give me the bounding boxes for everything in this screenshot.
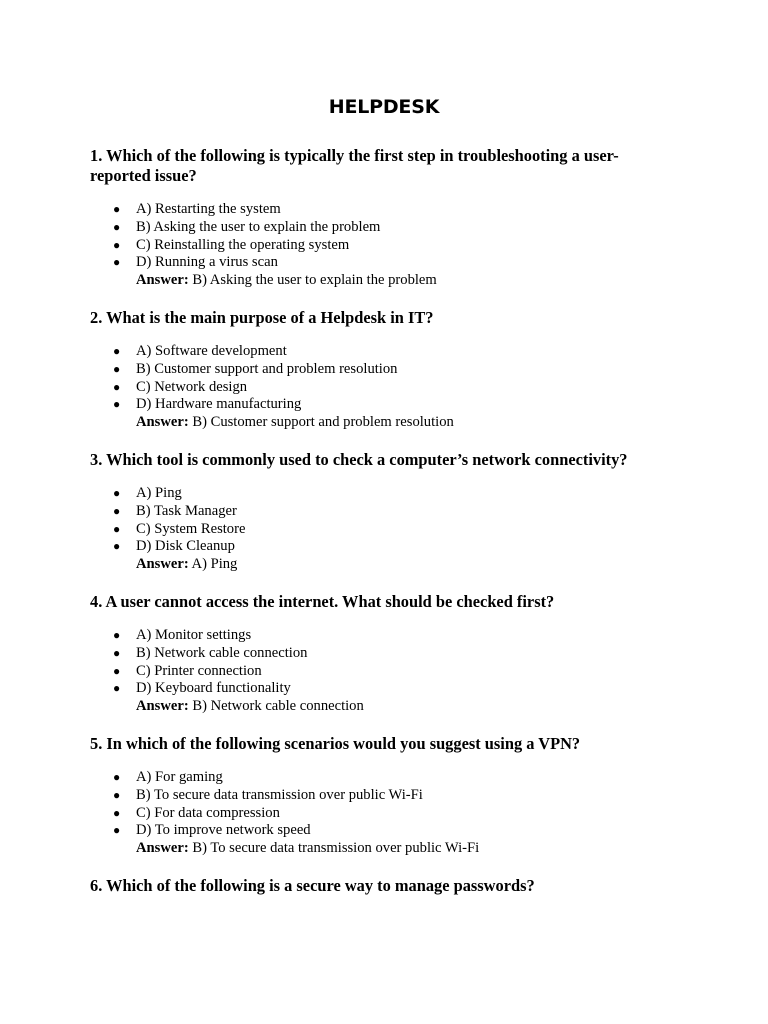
option-list (90, 627, 660, 698)
bullet-icon: ● (113, 485, 121, 500)
bullet-icon: ● (113, 769, 121, 784)
option-item (90, 627, 660, 645)
bullet-icon: ● (113, 361, 121, 376)
question-list (90, 146, 660, 911)
answer-text: B) Asking the user to explain the problem (192, 272, 437, 289)
question-6 (90, 876, 660, 896)
question-text: 5. In which of the following scenarios would you suggest using a VPN? (90, 733, 581, 753)
option-item (90, 663, 660, 681)
option-item (90, 343, 660, 361)
option-item (90, 680, 660, 698)
bullet-icon: ● (113, 202, 121, 216)
bullet-icon: ● (113, 379, 121, 394)
option-list (90, 769, 660, 840)
question-1 (90, 146, 660, 290)
question-text: 6. Which of the following is a secure way to manage passwords? (90, 875, 535, 895)
option-label: B) Asking the user to explain the problem (136, 218, 381, 235)
bullet-icon: ● (113, 521, 121, 536)
option-label: A) For gaming (136, 768, 223, 785)
option-label: D) Running a virus scan (136, 254, 278, 271)
bullet-icon: ● (113, 645, 121, 660)
question-4 (90, 592, 660, 716)
option-label: A) Restarting the system (136, 201, 281, 217)
option-item (90, 787, 660, 805)
answer-label: Answer: (136, 556, 189, 573)
option-label: B) Task Manager (136, 502, 237, 519)
option-label: C) Network design (136, 378, 248, 395)
option-item (90, 538, 660, 556)
option-item (90, 237, 660, 255)
option-label: A) Monitor settings (136, 626, 252, 643)
option-item (90, 769, 660, 787)
option-label: D) Keyboard functionality (136, 680, 291, 697)
answer-label: Answer: (136, 272, 189, 289)
question-text: 1. Which of the following is typically the first step in troubleshooting a user-reported issue? (90, 146, 619, 185)
answer-line (90, 698, 660, 716)
bullet-icon: ● (113, 343, 121, 358)
bullet-icon: ● (113, 539, 121, 554)
bullet-icon: ● (113, 823, 121, 838)
question-5 (90, 734, 660, 858)
page-title: HELPDESK (328, 96, 440, 118)
answer-line (90, 840, 660, 858)
question-3 (90, 450, 660, 574)
option-list (90, 485, 660, 556)
answer-text: B) Customer support and problem resolution (192, 414, 454, 431)
bullet-icon: ● (113, 627, 121, 642)
option-item (90, 503, 660, 521)
option-item (90, 396, 660, 414)
question-text: 4. A user cannot access the internet. What should be checked first? (90, 591, 555, 611)
bullet-icon: ● (113, 219, 121, 234)
option-label: D) Disk Cleanup (136, 538, 235, 555)
question-2 (90, 308, 660, 432)
bullet-icon: ● (113, 503, 121, 518)
option-label: B) Customer support and problem resolution (136, 360, 398, 377)
bullet-icon: ● (113, 397, 121, 412)
option-label: C) Reinstalling the operating system (136, 236, 350, 253)
bullet-icon: ● (113, 805, 121, 820)
answer-line (90, 272, 660, 290)
question-text: 2. What is the main purpose of a Helpdesk in IT? (90, 307, 434, 327)
answer-text: A) Ping (191, 556, 238, 573)
option-item (90, 254, 660, 272)
bullet-icon: ● (113, 787, 121, 802)
option-item (90, 521, 660, 539)
option-item (90, 201, 660, 219)
option-label: C) Printer connection (136, 662, 262, 679)
option-item (90, 645, 660, 663)
option-label: A) Ping (136, 484, 182, 501)
option-label: D) To improve network speed (136, 822, 311, 839)
option-label: B) Network cable connection (136, 644, 308, 661)
option-label: A) Software development (136, 342, 287, 359)
option-label: D) Hardware manufacturing (136, 396, 302, 413)
option-item (90, 805, 660, 823)
option-item (90, 485, 660, 503)
answer-label: Answer: (136, 840, 189, 857)
answer-text: B) Network cable connection (192, 698, 364, 715)
answer-line (90, 414, 660, 432)
option-label: C) For data compression (136, 804, 280, 821)
option-item (90, 822, 660, 840)
answer-label: Answer: (136, 698, 189, 715)
question-text: 3. Which tool is commonly used to check a computer’s network connectivity? (90, 449, 628, 469)
answer-label: Answer: (136, 414, 189, 431)
bullet-icon: ● (113, 255, 121, 270)
option-item (90, 361, 660, 379)
option-item (90, 219, 660, 237)
bullet-icon: ● (113, 663, 121, 678)
option-label: B) To secure data transmission over public Wi-Fi (136, 786, 423, 803)
option-list (90, 201, 660, 272)
bullet-icon: ● (113, 237, 121, 252)
bullet-icon: ● (113, 681, 121, 696)
answer-line (90, 556, 660, 574)
option-list (90, 343, 660, 414)
option-label: C) System Restore (136, 520, 246, 537)
option-item (90, 379, 660, 397)
answer-text: B) To secure data transmission over public Wi-Fi (192, 840, 480, 857)
